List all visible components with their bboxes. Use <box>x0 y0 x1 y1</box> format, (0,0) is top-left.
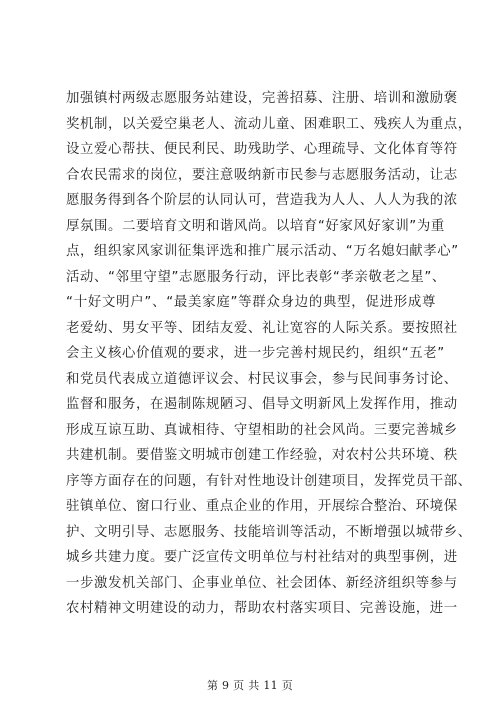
text-line: 监督和服务，在遏制陈规陋习、倡导文明新风上发挥作用，推动 <box>66 397 458 412</box>
text-line: 和党员代表成立道德评议会、村民议事会，参与民间事务讨论、 <box>66 371 458 387</box>
text-line: 老爱幼、男女平等、团结友爱、礼让宽容的人际关系。要按照社 <box>66 320 458 336</box>
text-line: 奖机制，以关爱空巢老人、流动儿童、困难职工、残疾人为重点， <box>66 116 472 132</box>
text-line: 农村精神文明建设的动力，帮助农村落实项目、完善设施，进一 <box>66 601 458 616</box>
text-line: 城乡共建力度。要广泛宣传文明单位与村社结对的典型事例，进 <box>66 550 458 565</box>
text-line: 护、文明引导、志愿服务、技能培训等活动，不断增强以城带乡、 <box>66 524 472 540</box>
text-line: 形成互谅互助、真诚相待、守望相助的社会风尚。三要完善城乡 <box>66 422 458 438</box>
text-line: 厚氛围。二要培育文明和谐风尚。以培育“好家风好家训”为重 <box>66 218 445 234</box>
text-line: 愿服务得到各个阶层的认同认可，营造我为人人、人人为我的浓 <box>66 193 458 208</box>
text-line: “十好文明户”、“最美家庭”等群众身边的典型，促进形成尊 <box>66 295 436 310</box>
text-line: 合农民需求的岗位，要注意吸纳新市民参与志愿服务活动，让志 <box>66 167 458 183</box>
text-line: 一步激发机关部门、企事业单位、社会团体、新经济组织等参与 <box>66 575 458 591</box>
text-line: 活动、“邻里守望”志愿服务行动，评比表彰“孝亲敬老之星”、 <box>66 269 446 285</box>
text-line: 会主义核心价值观的要求，进一步完善村规民约，组织“五老” <box>66 346 445 361</box>
body-paragraph <box>66 86 472 622</box>
text-line: 驻镇单位、窗口行业、重点企业的作用，开展综合整治、环境保 <box>66 499 458 514</box>
text-line: 序等方面存在的问题，有针对性地设计创建项目，发挥党员干部、 <box>66 473 472 489</box>
text-line: 设立爱心帮扶、便民利民、助残助学、心理疏导、文化体育等符 <box>66 142 458 157</box>
page-number-footer: 第 9 页 共 11 页 <box>206 679 294 692</box>
text-line: 共建机制。要借鉴文明城市创建工作经验，对农村公共环境、秩 <box>66 448 458 463</box>
text-line: 点，组织家风家训征集评选和推广展示活动、“万名媳妇献孝心” <box>66 244 459 259</box>
text-line: 加强镇村两级志愿服务站建设，完善招募、注册、培训和激励褒 <box>66 91 458 106</box>
